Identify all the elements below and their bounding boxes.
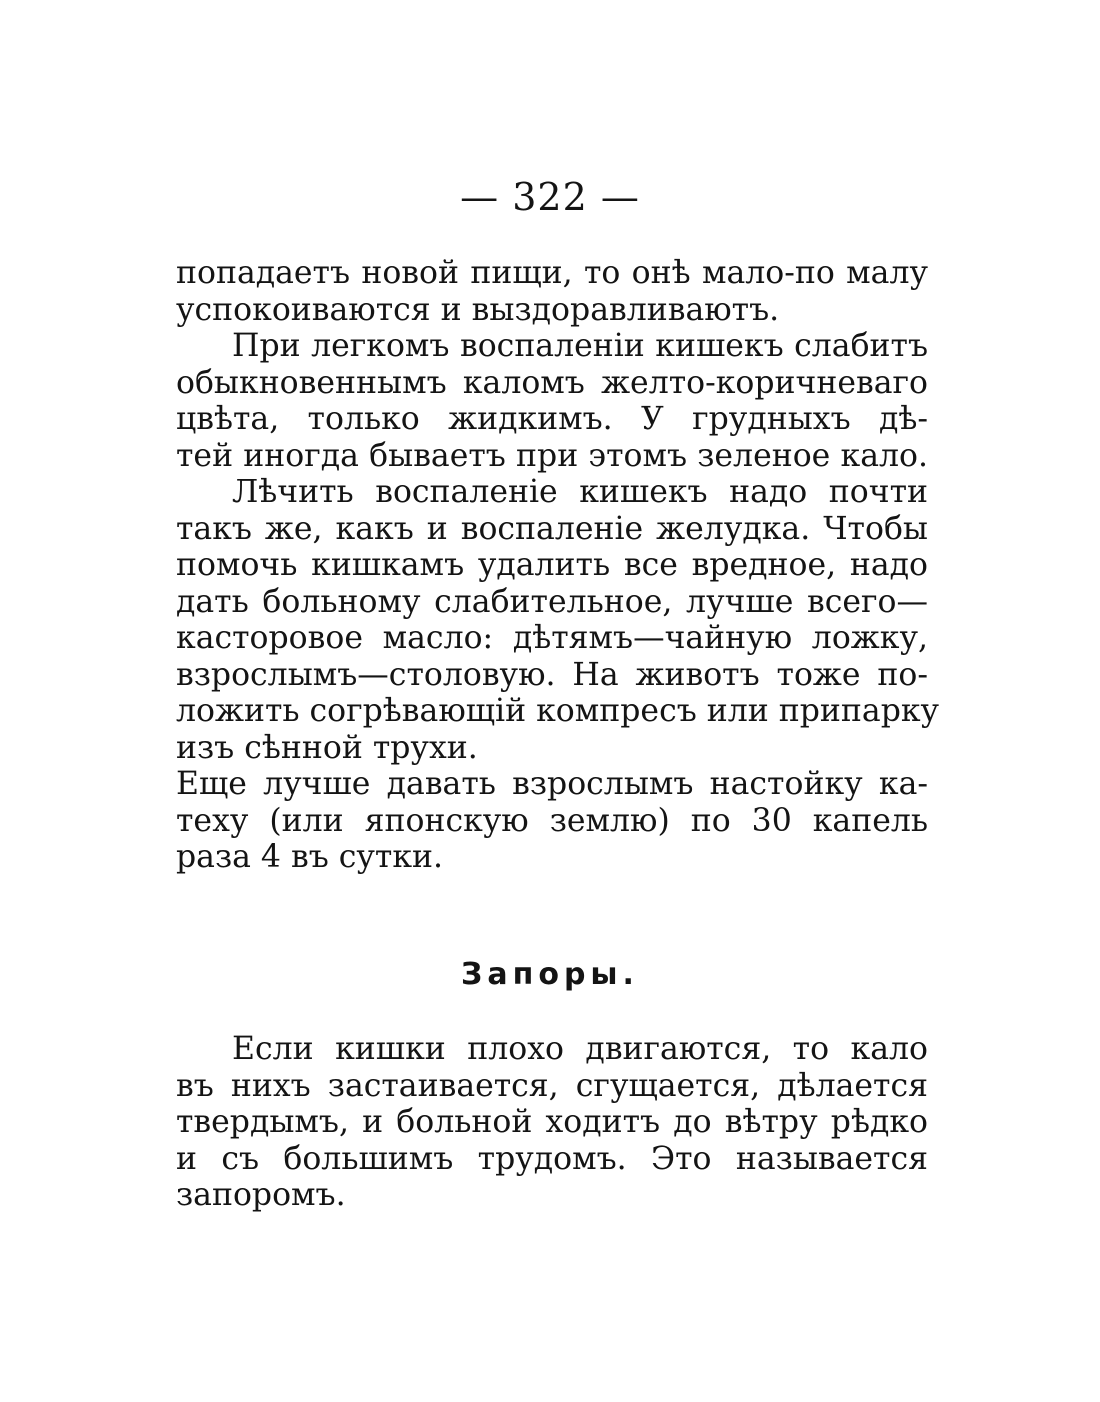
text-line: При легкомъ воспаленіи кишекъ слабитъ [232,328,928,364]
text-line: такъ же, какъ и воспаленіе желудка. Чтобы [176,510,928,547]
text-line: обыкновеннымъ каломъ желто-коричневаго [176,364,928,401]
section-heading: Запоры. [461,957,639,992]
text-line: твердымъ, и больной ходитъ до вѣтру рѣдко [176,1104,928,1140]
text-line: Если кишки плохо двигаются, то кало [232,1031,928,1067]
text-line: Еще лучше давать взрослымъ настойку ка- [176,766,928,802]
text-line: дать больному слабительное, лучше всего— [176,583,928,620]
text-line: успокоиваются и выздоравливаютъ. [176,291,780,328]
text-line: помочь кишкамъ удалить все вредное, надо [176,547,928,583]
text-line: ложить согрѣвающій компресъ или припарку [176,693,940,729]
text-line: запоромъ. [176,1177,346,1213]
text-line: попадаетъ новой пищи, то онѣ мало-по малу [176,255,928,291]
text-line: касторовое масло: дѣтямъ—чайную ложку, [176,620,928,656]
text-line: тей иногда бываетъ при этомъ зеленое кало. [176,437,928,474]
paragraph-block-constipation [176,1031,928,1214]
page-number: — 322 — [460,175,640,219]
paragraph-block-inflammation [176,255,940,876]
text-line: раза 4 въ сутки. [176,839,444,875]
text-line: изъ сѣнной трухи. [176,729,478,766]
text-line: теху (или японскую землю) по 30 капель [176,802,928,839]
text-line: и съ большимъ трудомъ. Это называется [176,1140,928,1177]
text-line: взрослымъ—столовую. На животъ тоже по- [176,656,928,693]
text-line: въ нихъ застаивается, сгущается, дѣлается [176,1067,928,1104]
text-line: Лѣчить воспаленіе кишекъ надо почти [232,474,928,510]
text-line: цвѣта, только жидкимъ. У грудныхъ дѣ- [176,401,928,437]
